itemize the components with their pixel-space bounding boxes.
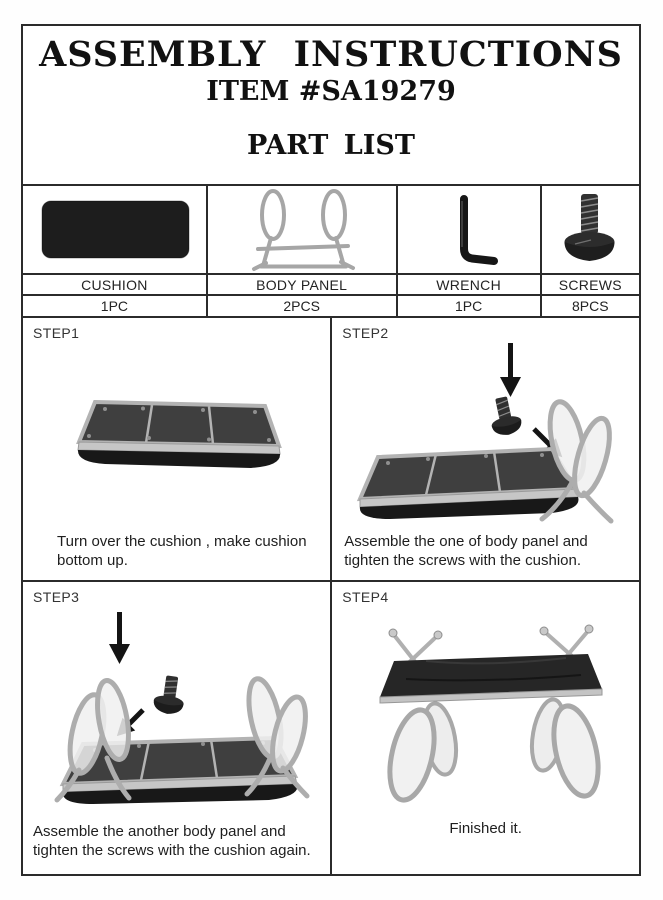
- step3-caption: Assemble the another body panel and tighten the screws with the cushion again.: [33, 823, 311, 859]
- part-column-screws: [542, 186, 639, 316]
- part-name: BODY PANEL: [208, 275, 396, 296]
- down-arrow: [109, 612, 130, 664]
- part-column-wrench: [398, 186, 542, 316]
- part-column-body-panel: [208, 186, 398, 316]
- part-qty: 1PC: [454, 298, 483, 314]
- step2-label: STEP2: [342, 325, 389, 341]
- step3-illustration: [23, 605, 330, 823]
- step4-panel: [332, 582, 639, 874]
- step1-caption: Turn over the cushion , make cushion bottom up.: [57, 533, 307, 569]
- step2-illustration: [332, 341, 639, 533]
- part-qty: 2PCS: [283, 298, 320, 314]
- wrench-icon: [398, 186, 540, 275]
- header: [23, 26, 639, 186]
- step1-label: STEP1: [33, 325, 80, 341]
- body-panel-icon: [208, 186, 396, 275]
- down-arrow: [500, 343, 521, 397]
- part-name: SCREWS: [542, 275, 639, 296]
- step2-caption: Assemble the one of body panel and tighten the screws with the cushion.: [344, 533, 588, 569]
- step3-label: STEP3: [33, 589, 80, 605]
- cushion-icon: [23, 186, 206, 275]
- steps-grid: [23, 318, 639, 874]
- part-name: WRENCH: [398, 275, 540, 296]
- part-qty: 8PCS: [572, 298, 609, 314]
- screw-icon: [542, 186, 639, 275]
- page-title: ASSEMBLY INSTRUCTIONS: [39, 34, 623, 75]
- step4-illustration: [332, 605, 639, 820]
- part-list-title: PART LIST: [247, 129, 415, 161]
- step1-panel: [23, 318, 332, 582]
- step4-label: STEP4: [342, 589, 389, 605]
- step4-caption: Finished it.: [449, 819, 522, 837]
- part-name: CUSHION: [23, 275, 206, 296]
- part-qty: 1PC: [100, 298, 129, 314]
- instruction-sheet: [21, 24, 641, 876]
- step2-panel: [332, 318, 639, 582]
- part-column-cushion: [23, 186, 208, 316]
- step3-panel: [23, 582, 332, 874]
- part-list-table: [23, 186, 639, 318]
- step1-illustration: [23, 341, 330, 533]
- item-number: ITEM #SA19279: [206, 76, 456, 108]
